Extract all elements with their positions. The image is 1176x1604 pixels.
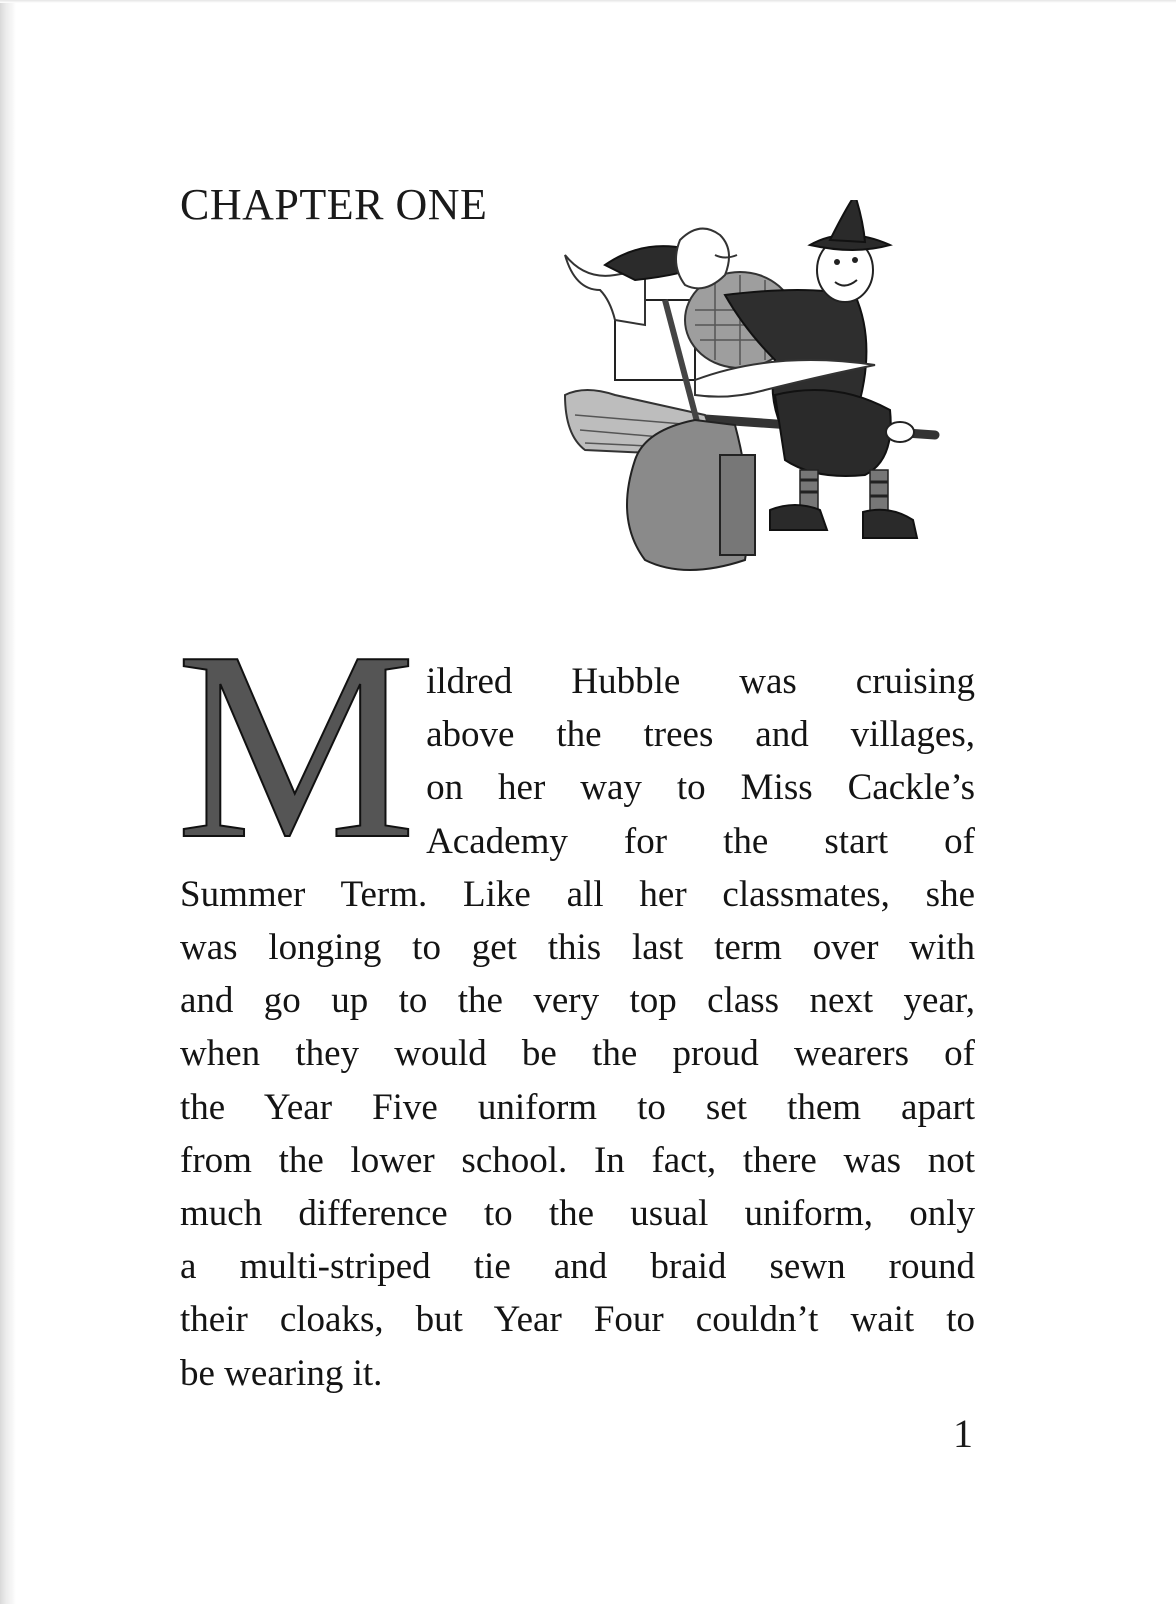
chapter-heading: CHAPTER ONE xyxy=(180,180,488,229)
body-line: their cloaks, but Year Four couldn’t wait to xyxy=(180,1299,975,1341)
body-line: a multi-striped tie and braid sewn round xyxy=(180,1246,975,1288)
body-line: be wearing it. xyxy=(180,1352,383,1394)
body-line: above the trees and villages, xyxy=(426,714,975,756)
body-line: the Year Five uniform to set them apart xyxy=(180,1086,975,1128)
body-line: from the lower school. In fact, there was not xyxy=(180,1139,975,1181)
page-number: 1 xyxy=(953,1411,973,1456)
page-top-edge xyxy=(0,0,1176,3)
body-line: much difference to the usual uniform, only xyxy=(180,1193,975,1235)
body-line: was longing to get this last term over with xyxy=(180,927,975,969)
body-line: Academy for the start of xyxy=(426,820,975,862)
witch-on-broomstick-illustration xyxy=(545,200,945,600)
chapter-body-paragraph xyxy=(176,596,975,1400)
body-line: ildred Hubble was cruising xyxy=(426,661,975,702)
body-line: and go up to the very top class next year, xyxy=(180,980,975,1022)
body-line: on her way to Miss Cackle’s xyxy=(426,767,975,809)
body-line: Summer Term. Like all her classmates, she xyxy=(180,873,975,915)
drop-cap-letter: M xyxy=(176,596,417,895)
page-binding-edge xyxy=(0,0,16,1604)
body-line: when they would be the proud wearers of xyxy=(180,1033,975,1075)
